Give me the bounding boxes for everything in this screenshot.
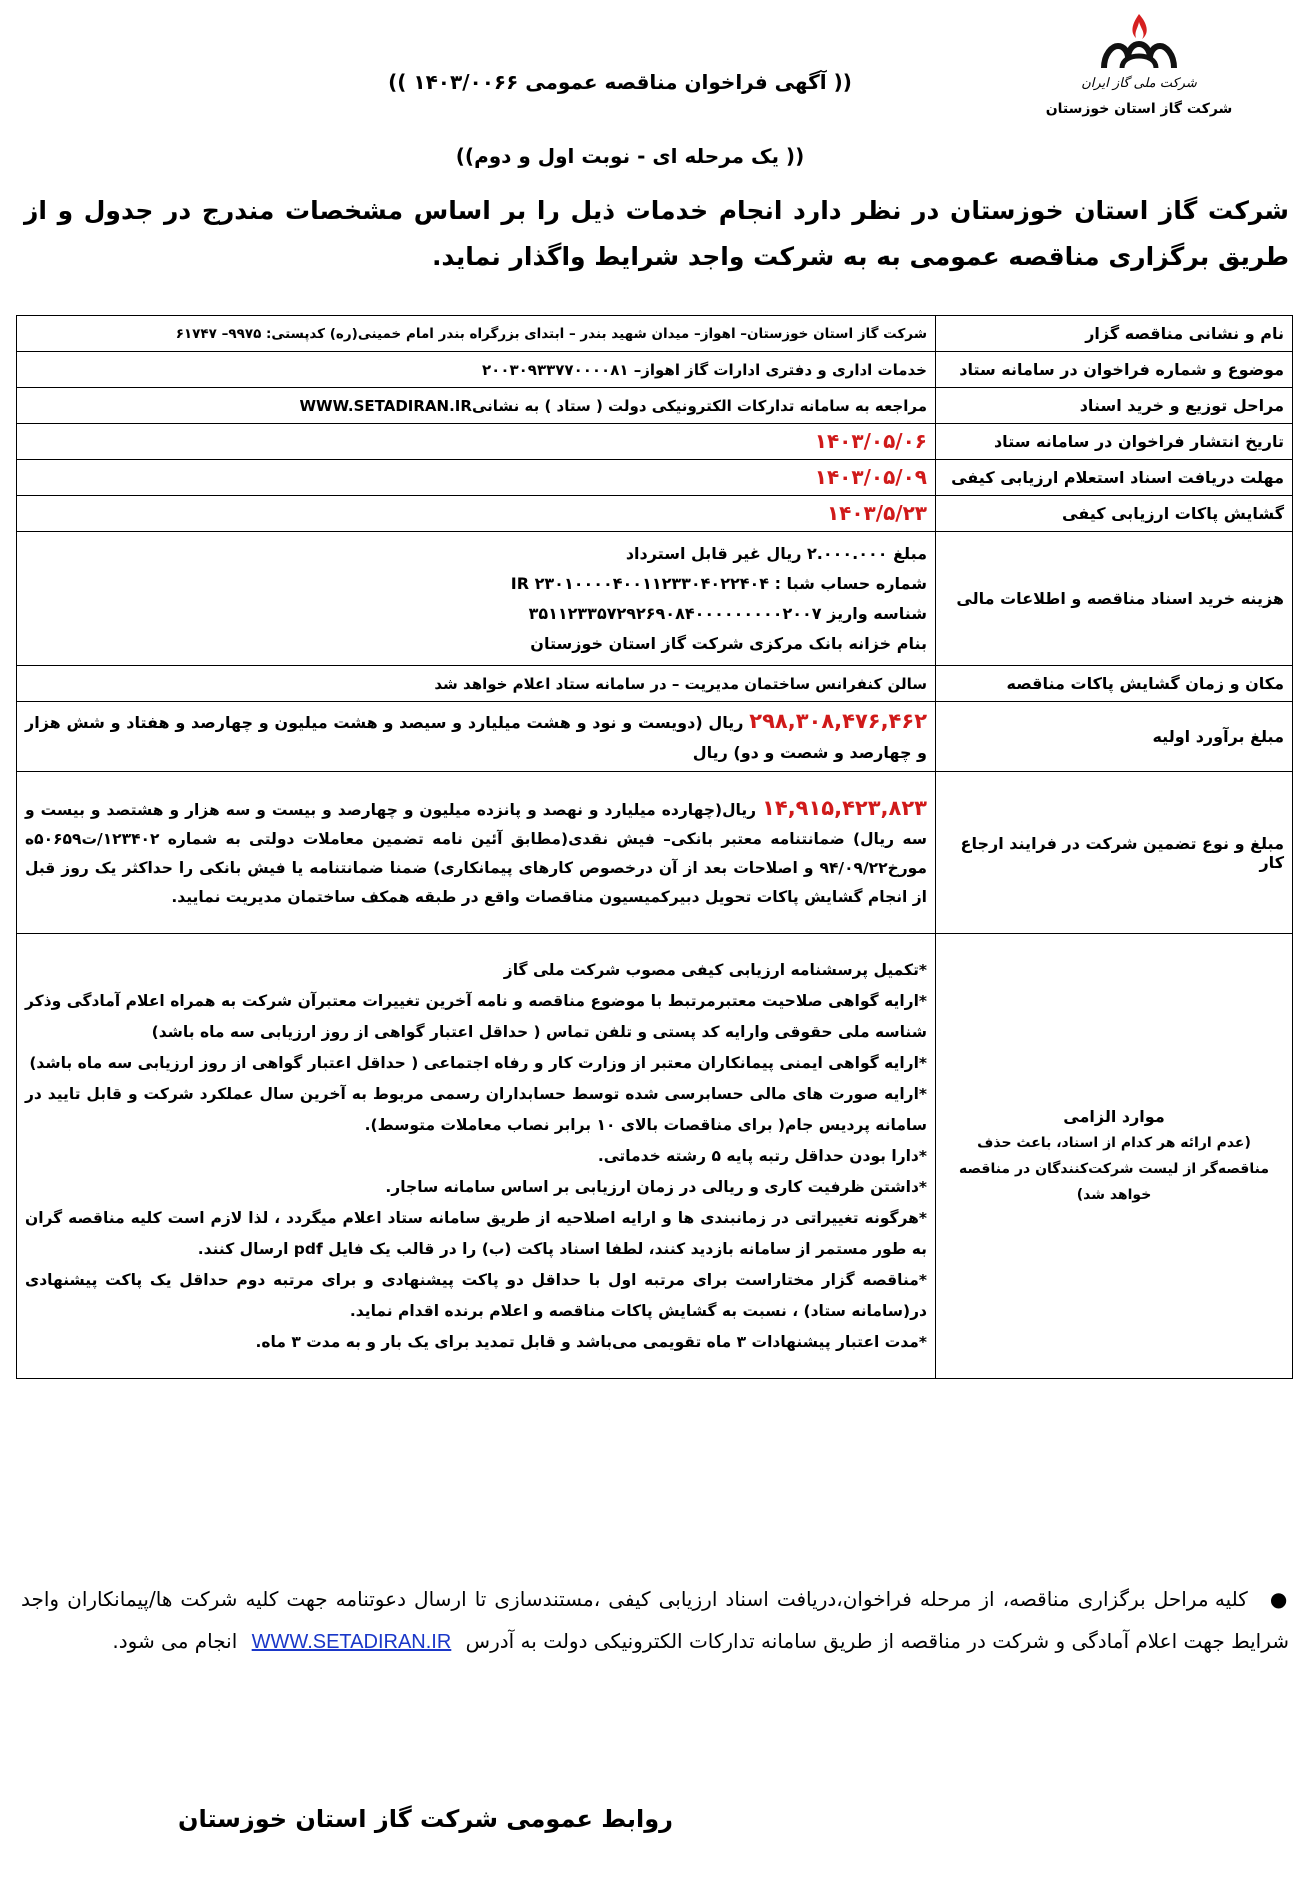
docs-value: مراجعه به سامانه تدارکات الکترونیکی دولت ( ستاد ) به نشانیWWW.SETADIRAN.IR bbox=[17, 388, 936, 424]
bullet-icon: ● bbox=[1269, 1587, 1290, 1611]
guarantee-label: مبلغ و نوع تضمین شرکت در فرایند ارجاع کار bbox=[936, 772, 1293, 934]
table-row bbox=[17, 702, 1293, 772]
deadline-label: مهلت دریافت اسناد استعلام ارزیابی کیفی bbox=[936, 460, 1293, 496]
estimate-label: مبلغ برآورد اولیه bbox=[936, 702, 1293, 772]
intro-paragraph: شرکت گاز استان خوزستان در نظر دارد انجام خدمات ذیل را بر اساس مشخصات مندرج در جدول و از طریق برگزاری مناقصه عمومی به به شرکت واجد شرایط واگذار نماید. bbox=[24, 196, 1289, 271]
place-value: سالن کنفرانس ساختمان مدیریت – در سامانه ستاد اعلام خواهد شد bbox=[17, 666, 936, 702]
requirement-item: *ارایه صورت های مالی حسابرسی شده توسط حسابداران رسمی مربوط به آخرین سال عملکرد شرکت و قابل تایید در سامانه پردیس جام( برای مناقصات بالای ۱۰ برابر نصاب معاملات متوسط). bbox=[25, 1084, 927, 1134]
organizer-label: نام و نشانی مناقصه گزار bbox=[936, 316, 1293, 352]
gas-flame-logo-icon bbox=[1084, 12, 1194, 74]
requirements-list bbox=[17, 934, 936, 1379]
payee-name: بنام خزانه بانک مرکزی شرکت گاز استان خوزستان bbox=[530, 633, 927, 653]
deadline-value: ۱۴۰۳/۰۵/۰۹ bbox=[814, 464, 927, 489]
estimate-amount: ۲۹۸,۳۰۸,۴۷۶,۴۶۲ bbox=[749, 708, 928, 733]
logo-subtitle: شرکت ملی گاز ایران bbox=[1081, 76, 1197, 91]
table-row bbox=[17, 496, 1293, 532]
publish-date-label: تاریخ انتشار فراخوان در سامانه ستاد bbox=[936, 424, 1293, 460]
procedure-text: کلیه مراحل برگزاری مناقصه، از مرحله فراخوان،دریافت اسناد ارزیابی کیفی ،مستندسازی تا ارسال دعوتنامه جهت کلیه شرکت ها/پیمانکاران واجد شرایط جهت اعلام آمادگی و شرکت در مناقصه از طریق سامانه تدارکات الکترونیکی دولت به آدرس bbox=[21, 1587, 1289, 1653]
cost-amount: مبلغ ۲.۰۰۰.۰۰۰ ریال غیر قابل استرداد bbox=[625, 543, 927, 563]
requirements-label: موارد الزامی bbox=[1063, 1107, 1165, 1126]
table-row bbox=[17, 388, 1293, 424]
opening-value: ۱۴۰۳/۵/۲۳ bbox=[826, 500, 927, 525]
table-row bbox=[17, 316, 1293, 352]
requirement-item: *تکمیل پرسشنامه ارزیابی کیفی مصوب شرکت ملی گاز bbox=[503, 960, 927, 979]
table-row bbox=[17, 934, 1293, 1379]
docs-label: مراحل توزیع و خرید اسناد bbox=[936, 388, 1293, 424]
page-subtitle: (( یک مرحله ای - نوبت اول و دوم)) bbox=[455, 144, 805, 168]
requirement-item: *مناقصه گزار مختاراست برای مرتبه اول با حداقل دو پاکت پیشنهادی و برای مرتبه دوم حداقل یک پاکت پیشنهادی در(سامانه ستاد) ، نسبت به گشایش پاکات مناقصه و اعلام برنده اقدام نماید. bbox=[25, 1270, 927, 1320]
requirements-note: (عدم ارائه هر کدام از اسناد، باعث حذف مناقصه‌گر از لیست شرکت‌کنندگان در مناقصه خواهد شد) bbox=[959, 1135, 1269, 1203]
procedure-note bbox=[21, 1578, 1289, 1663]
requirement-item: *دارا بودن حداقل رتبه پایه ۵ رشته خدماتی. bbox=[597, 1146, 927, 1165]
setadiran-link[interactable]: WWW.SETADIRAN.IR bbox=[251, 1631, 452, 1653]
organizer-value: شرکت گاز استان خوزستان– اهواز– میدان شهید بندر – ابتدای بزرگراه بندر امام خمینی(ره) کدپستی: ۹۹۷۵– ۶۱۷۴۷ bbox=[17, 316, 936, 352]
requirement-item: *مدت اعتبار پیشنهادات ۳ ماه تقویمی می‌باشد و قابل تمدید برای یک بار و به مدت ۳ ماه. bbox=[255, 1332, 927, 1351]
subject-label: موضوع و شماره فراخوان در سامانه ستاد bbox=[936, 352, 1293, 388]
company-logo bbox=[1039, 12, 1239, 117]
sheba-number: شماره حساب شبا : IR ۲۳۰۱۰۰۰۰۴۰۰۱۱۲۳۳۰۴۰۲۲۴۰۴ bbox=[510, 573, 927, 593]
tender-details-table bbox=[16, 315, 1293, 1379]
requirement-item: *داشتن ظرفیت کاری و ریالی در زمان ارزیابی بر اساس سامانه ساجار. bbox=[385, 1177, 927, 1196]
guarantee-text: ریال(چهارده میلیارد و نهصد و پانزده میلیون و چهارصد و بیست و سه هزار و هشتصد و بیست و سه ریال) ضمانتنامه معتبر بانکی– فیش نقدی(مطابق آئین نامه تضمین معاملات دولتی به شماره ۱۲۳۴۰۲/ت۵۰۶۵۹ه مورخ۹۴/۰۹/۲۲ و اصلاحات بعد از آن درخصوص کارهای پیمانکاری) ضمنا ضمانتنامه یا فیش بانکی را حداکثر یک روز قبل از انجام گشایش پاکات تحویل دبیرکمیسیون مناقصات واقع در طبقه همکف ساختمان مدیریت نمایید. bbox=[25, 800, 927, 906]
table-row bbox=[17, 352, 1293, 388]
page-title: (( آگهی فراخوان مناقصه عمومی ۱۴۰۳/۰۰۶۶ )) bbox=[388, 70, 852, 94]
table-row bbox=[17, 666, 1293, 702]
estimate-text: ریال (دویست و نود و هشت میلیارد و سیصد و هشت میلیون و چهارصد و هفتاد و شش هزار و چهارصد و شصت و دو) ریال bbox=[25, 712, 927, 762]
requirement-item: *هرگونه تغییراتی در زمانبندی ها و ارایه اصلاحیه از طریق سامانه ستاد اعلام میگردد ، لذا لازم است کلیه مناقصه گران به طور مستمر از سامانه بازدید کنند، لطفا اسناد پاکت (ب) را در قالب یک فایل pdf ارسال کنند. bbox=[25, 1208, 927, 1258]
table-row bbox=[17, 460, 1293, 496]
table-row bbox=[17, 424, 1293, 460]
logo-company-name: شرکت گاز استان خوزستان bbox=[1045, 101, 1233, 117]
opening-label: گشایش پاکات ارزیابی کیفی bbox=[936, 496, 1293, 532]
footer-signature: روابط عمومی شرکت گاز استان خوزستان bbox=[178, 1805, 673, 1833]
requirement-item: *ارایه گواهی صلاحیت معتبرمرتبط با موضوع مناقصه و نامه آخرین تغییرات معتبرآن شرکت به همراه اعلام آمادگی وذکر شناسه ملی حقوقی وارایه کد پستی و تلفن تماس ( حداقل اعتبار گواهی از روز ارزیابی سه ماه باشد) bbox=[25, 991, 927, 1041]
payment-id: شناسه واریز ۳۵۱۱۲۳۳۵۷۲۹۲۶۹۰۸۴۰۰۰۰۰۰۰۰۰۲۰۰۷ bbox=[528, 603, 927, 623]
table-row bbox=[17, 532, 1293, 666]
table-row bbox=[17, 772, 1293, 934]
guarantee-amount: ۱۴,۹۱۵,۴۲۳,۸۲۳ bbox=[762, 795, 927, 820]
place-label: مکان و زمان گشایش پاکات مناقصه bbox=[936, 666, 1293, 702]
publish-date-value: ۱۴۰۳/۰۵/۰۶ bbox=[814, 428, 927, 453]
subject-value: خدمات اداری و دفتری ادارات گاز اهواز– ۲۰۰۳۰۹۳۳۷۷۰۰۰۰۸۱ bbox=[17, 352, 936, 388]
procedure-text-end: انجام می شود. bbox=[112, 1629, 238, 1653]
cost-label: هزینه خرید اسناد مناقصه و اطلاعات مالی bbox=[936, 532, 1293, 666]
requirement-item: *ارایه گواهی ایمنی پیمانکاران معتبر از وزارت کار و رفاه اجتماعی ( حداقل اعتبار گواهی از روز ارزیابی سه ماه باشد) bbox=[29, 1053, 927, 1072]
